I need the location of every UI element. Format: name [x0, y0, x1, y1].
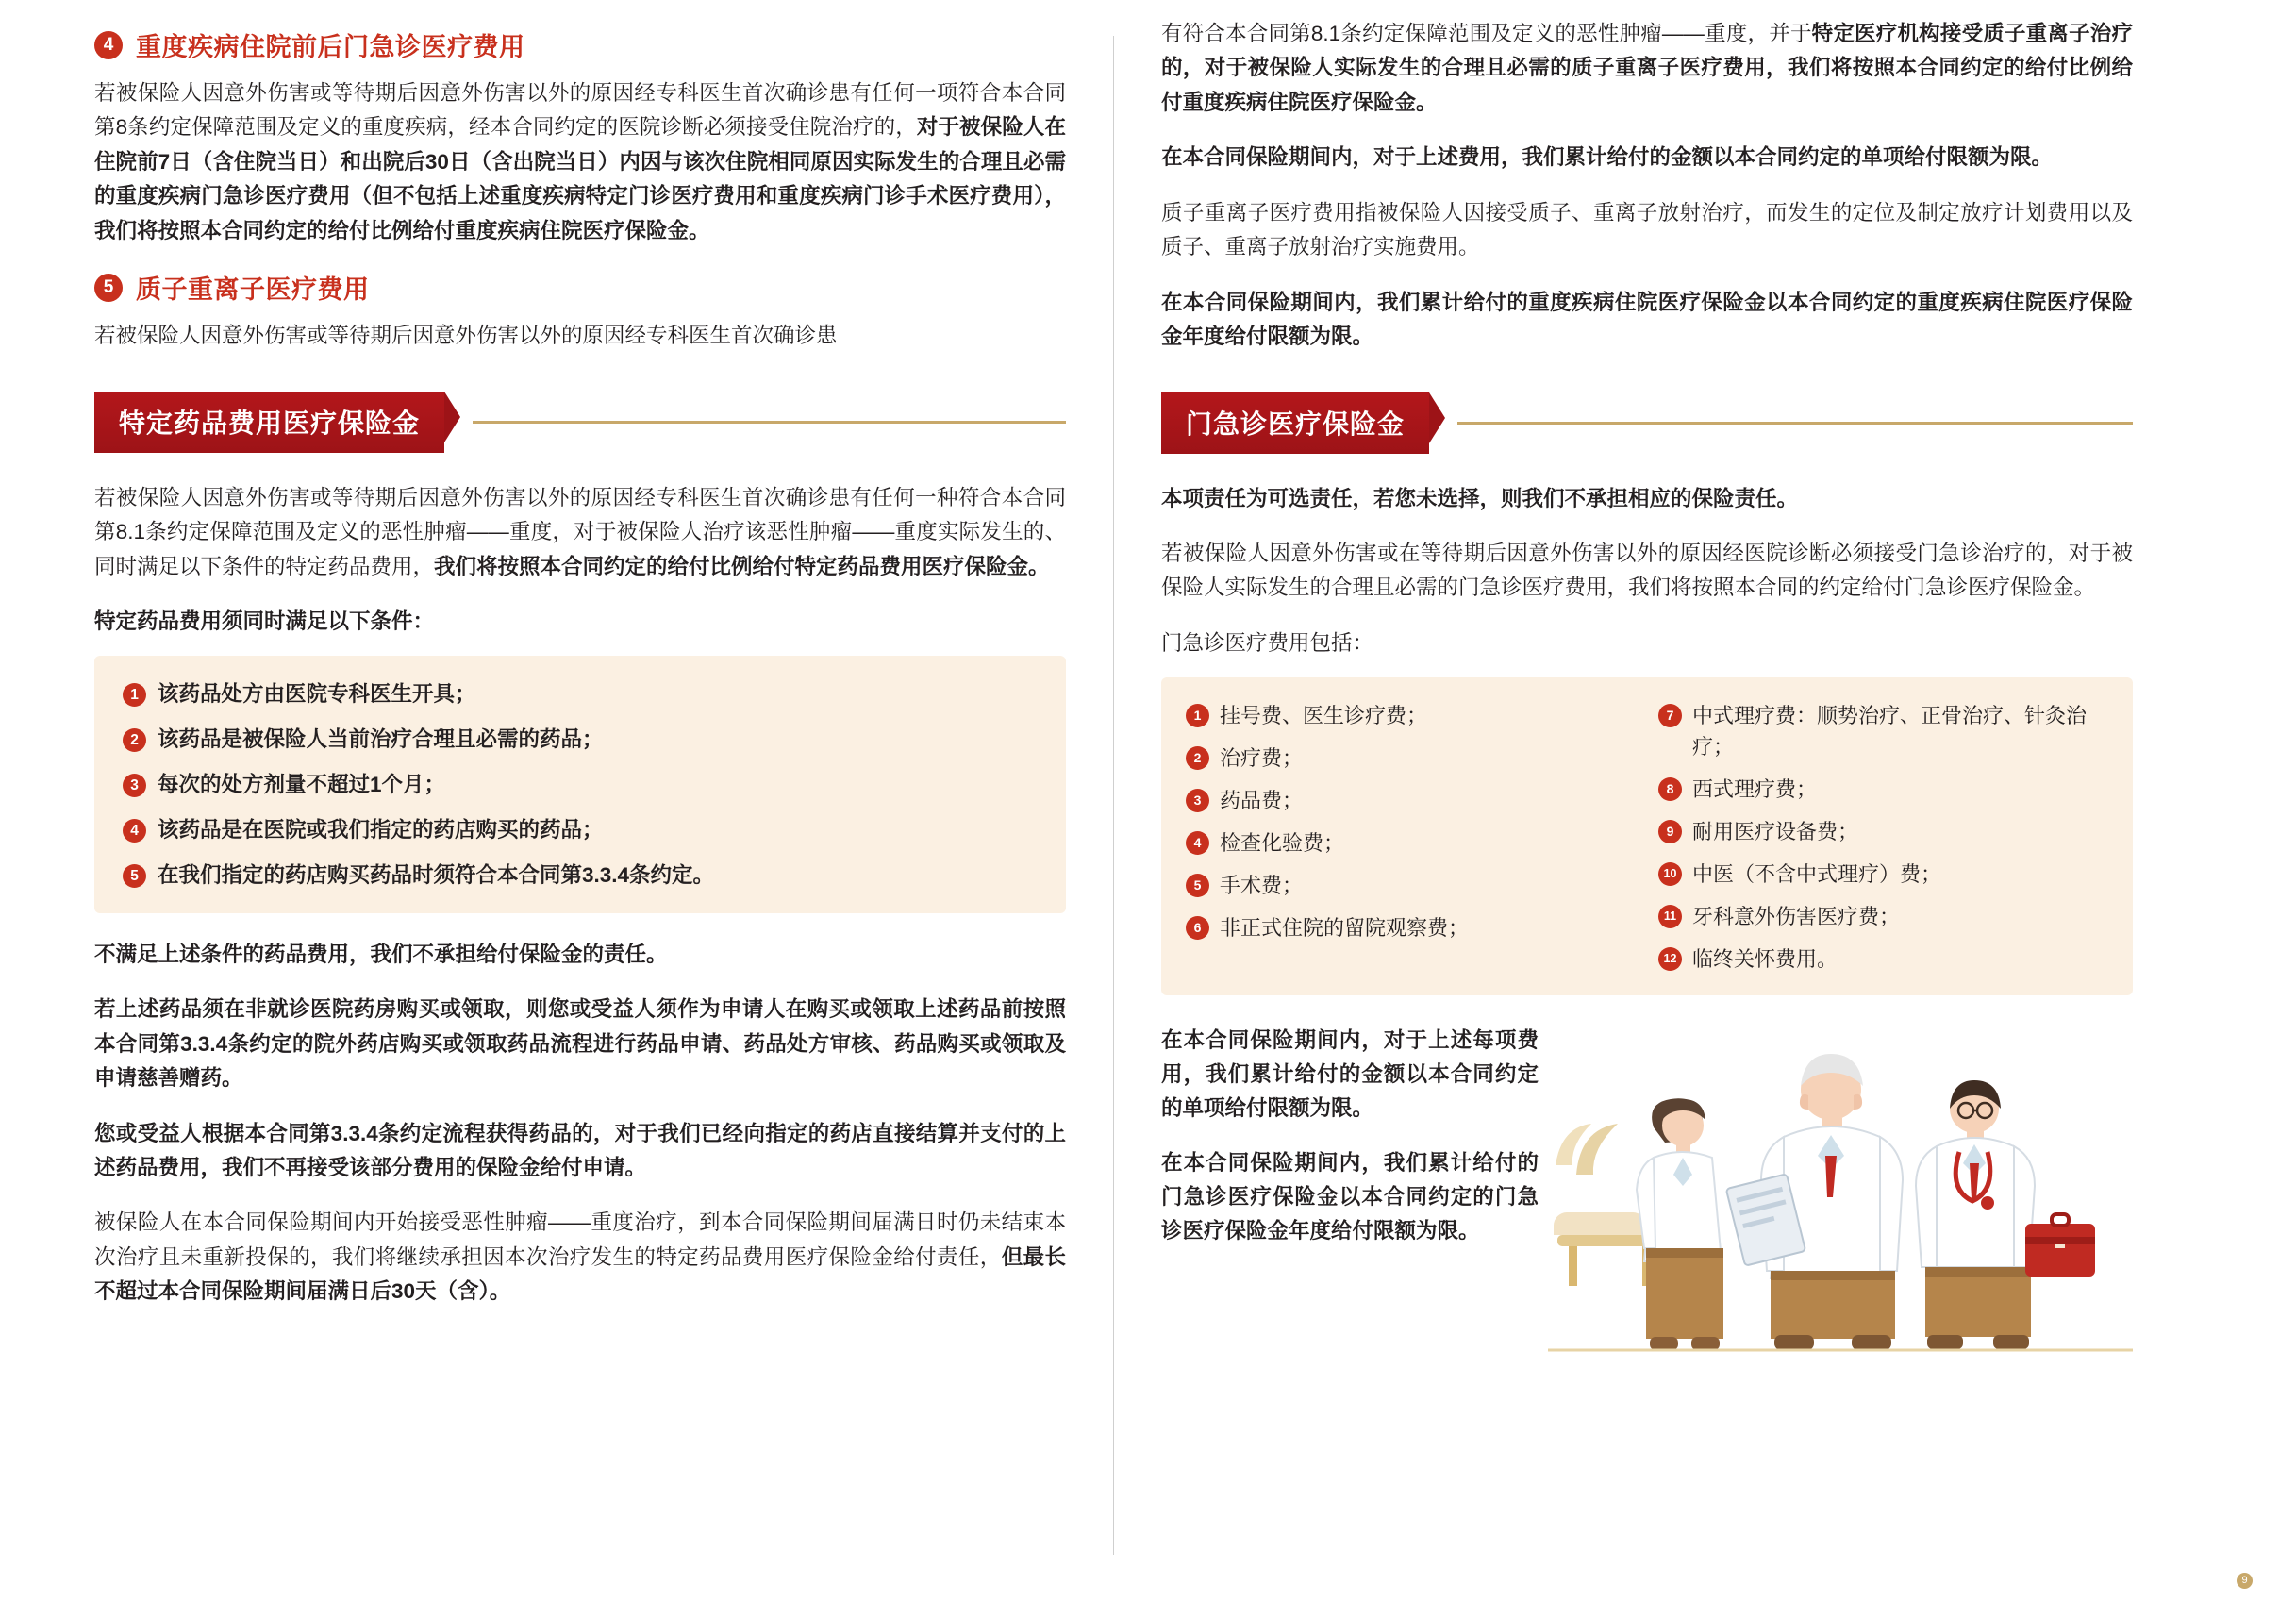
optional-liability-note: 本项责任为可选责任，若您未选择，则我们不承担相应的保险责任。: [1161, 486, 1799, 510]
proton-para-3: 质子重离子医疗费用指被保险人因接受质子、重离子放射治疗，而发生的定位及制定放疗计划费用以及质子、重离子放射治疗实施费用。: [1161, 200, 2133, 259]
list-item: [123, 814, 1038, 847]
list-item: [1186, 827, 1636, 859]
specific-drug-para-3: 您或受益人根据本合同第3.3.4条约定流程获得药品的，对于我们已经向指定的药店直接结算并支付的上述药品费用，我们不再接受该部分费用的保险金给付申请。: [94, 1121, 1066, 1179]
circled-number-icon: 3: [1186, 789, 1209, 812]
section-title-label: 门急诊医疗保险金: [1161, 392, 1429, 454]
circled-number-icon: 1: [123, 683, 146, 707]
page-number: [2237, 1571, 2253, 1589]
section-title-outpatient: [1161, 392, 2133, 454]
list-item-label: 非正式住院的留院观察费；: [1220, 916, 1470, 941]
circled-number-icon: 11: [1658, 905, 1682, 928]
list-item: [1186, 912, 1636, 943]
list-item-label: 该药品是被保险人当前治疗合理且必需的药品；: [158, 727, 604, 752]
doctors-illustration-svg: [1548, 976, 2133, 1354]
section-title-rule: [1457, 422, 2133, 425]
outpatient-bottom-text: [1161, 1024, 1539, 1335]
specific-drug-para-1: 不满足上述条件的药品费用，我们不承担给付保险金的责任。: [94, 942, 668, 966]
section-title-rule: [473, 421, 1066, 424]
specific-drug-intro-plain: 若被保险人因意外伤害或等待期后因意外伤害以外的原因经专科医生首次确诊患有任何一种符合本合同第8.1条约定保障范围及定义的恶性肿瘤——重度，对于被保险人治疗该恶性肿瘤——重度实际发生的、同时满足以下条件的特定药品费用，: [94, 485, 1066, 578]
list-item-label: 在我们指定的药店购买药品时须符合本合同第3.3.4条约定。: [158, 862, 715, 887]
list-item-label: 中式理疗费：顺势治疗、正骨治疗、针灸治疗；: [1692, 704, 2088, 759]
list-item: [1186, 743, 1636, 774]
specific-drug-para-4-plain: 被保险人在本合同保险期间内开始接受恶性肿瘤——重度治疗，到本合同保险期间届满日时仍未结束本次治疗且未重新投保的，我们将继续承担因本次治疗发生的特定药品费用医疗保险金给付责任，: [94, 1210, 1066, 1269]
circled-number-icon: 4: [1186, 831, 1209, 855]
list-item: [123, 678, 1038, 711]
fee-list-right: [1658, 700, 2108, 975]
list-item: [1658, 774, 2108, 805]
right-column: [1114, 17, 2133, 1564]
list-item-label: 手术费；: [1220, 874, 1304, 898]
heading-item-4: [94, 26, 1066, 63]
outpatient-bottom-para-1: 在本合同保险期间内，对于上述每项费用，我们累计给付的金额以本合同约定的单项给付限额为限。: [1161, 1028, 1539, 1121]
circled-number-icon: 5: [1186, 874, 1209, 897]
outpatient-bottom-area: [1161, 1024, 2133, 1335]
circled-number-icon: 10: [1658, 862, 1682, 886]
proton-para-4: 在本合同保险期间内，我们累计给付的重度疾病住院医疗保险金以本合同约定的重度疾病住院医疗保险金年度给付限额为限。: [1161, 290, 2133, 349]
proton-para-1-plain: 有符合本合同第8.1条约定保障范围及定义的恶性肿瘤——重度，并于: [1161, 22, 1812, 45]
circled-number-icon: 7: [1658, 704, 1682, 727]
list-item: [1186, 785, 1636, 816]
fee-column-left: [1186, 700, 1636, 975]
specific-drug-para-2: 若上述药品须在非就诊医院药房购买或领取，则您或受益人须作为申请人在购买或领取上述药品前按照本合同第3.3.4条约定的院外药店购买或领取药品流程进行药品申请、药品处方审核、药品购买或领取及申请慈善赠药。: [94, 997, 1066, 1091]
conditions-title: 特定药品费用须同时满足以下条件：: [94, 609, 435, 633]
proton-para-1-bold: 特定医疗机构接受质子重离子治疗的，对于被保险人实际发生的合理且必需的质子重离子医疗费用，我们将按照本合同约定的给付比例给付重度疾病住院医疗保险金。: [1161, 22, 2133, 114]
list-item: [1658, 816, 2108, 847]
list-item-label: 药品费；: [1220, 789, 1304, 813]
list-item: [123, 769, 1038, 802]
list-item: [1658, 943, 2108, 975]
doctors-illustration: [1548, 1024, 2133, 1335]
list-item-label: 牙科意外伤害医疗费；: [1692, 905, 1901, 929]
circled-number-icon: 4: [94, 31, 123, 59]
list-item-label: 该药品处方由医院专科医生开具；: [158, 682, 476, 707]
list-item: [123, 724, 1038, 757]
circled-number-icon: 5: [123, 864, 146, 888]
circled-number-icon: 1: [1186, 704, 1209, 727]
specific-drug-intro-bold: 我们将按照本合同约定的给付比例给付特定药品费用医疗保险金。: [434, 554, 1050, 578]
item-4-body: [94, 76, 1066, 248]
list-item: [1658, 700, 2108, 762]
conditions-list: [123, 678, 1038, 892]
outpatient-para-1: 若被保险人因意外伤害或在等待期后因意外伤害以外的原因经医院诊断必须接受门急诊治疗的，对于被保险人实际发生的合理且必需的门急诊医疗费用，我们将按照本合同的约定给付门急诊医疗保险金。: [1161, 541, 2133, 600]
circled-number-icon: 2: [123, 728, 146, 752]
section-title-specific-drug: [94, 392, 1066, 453]
circled-number-icon: 3: [123, 774, 146, 797]
list-item-label: 耐用医疗设备费；: [1692, 820, 1859, 844]
fee-list-left: [1186, 700, 1636, 943]
specific-drug-intro: [94, 481, 1066, 584]
list-item-label: 临终关怀费用。: [1692, 947, 1838, 972]
item-5-body: 若被保险人因意外伤害或等待期后因意外伤害以外的原因经专科医生首次确诊患: [94, 324, 838, 348]
heading-item-5: [94, 269, 1066, 306]
list-item: [123, 859, 1038, 893]
circled-number-icon: 5: [94, 274, 123, 302]
left-column: [94, 17, 1113, 1564]
circled-number-icon: 2: [1186, 746, 1209, 770]
circled-number-icon: 4: [123, 819, 146, 843]
proton-para-1: [1161, 17, 2133, 120]
page-number-label: 9: [2237, 1573, 2253, 1589]
circled-number-icon: 6: [1186, 916, 1209, 940]
specific-drug-para-4-bold: 但最长不超过本合同保险期间届满日后30天（含）。: [94, 1244, 1066, 1304]
outpatient-bottom-para-2: 在本合同保险期间内，我们累计给付的门急诊医疗保险金以本合同约定的门急诊医疗保险金年度给付限额为限。: [1161, 1151, 1539, 1243]
outpatient-list-title: 门急诊医疗费用包括：: [1161, 630, 1374, 655]
conditions-box: [94, 656, 1066, 912]
list-item: [1186, 700, 1636, 731]
outpatient-fee-box: [1161, 677, 2133, 995]
circled-number-icon: 12: [1658, 947, 1682, 971]
list-item-label: 该药品是在医院或我们指定的药店购买的药品；: [158, 818, 604, 842]
circled-number-icon: 8: [1658, 777, 1682, 801]
fee-column-right: [1658, 700, 2108, 975]
list-item-label: 挂号费、医生诊疗费；: [1220, 704, 1428, 728]
proton-para-2: 在本合同保险期间内，对于上述费用，我们累计给付的金额以本合同约定的单项给付限额为限。: [1161, 145, 2054, 170]
section-title-label: 特定药品费用医疗保险金: [94, 392, 444, 453]
circled-number-icon: 9: [1658, 820, 1682, 843]
heading-item-5-label: 质子重离子医疗费用: [136, 275, 370, 305]
list-item-label: 治疗费；: [1220, 746, 1304, 771]
list-item: [1658, 859, 2108, 890]
item-4-body-bold: 对于被保险人在住院前7日（含住院当日）和出院后30日（含出院当日）内因与该次住院相同原因实际发生的合理且必需的重度疾病门急诊医疗费用（但不包括上述重度疾病特定门诊医疗费用和重度疾病门诊手术医疗费用），我们将按照本合同约定的给付比例给付重度疾病住院医疗保险金。: [94, 115, 1066, 242]
specific-drug-para-4: [94, 1206, 1066, 1309]
list-item: [1186, 870, 1636, 901]
list-item-label: 西式理疗费；: [1692, 777, 1818, 802]
list-item: [1658, 901, 2108, 932]
list-item-label: 检查化验费；: [1220, 831, 1345, 856]
item-4-body-plain: 若被保险人因意外伤害或等待期后因意外伤害以外的原因经专科医生首次确诊患有任何一项符合本合同第8条约定保障范围及定义的重度疾病，经本合同约定的医院诊断必须接受住院治疗的，: [94, 81, 1066, 140]
list-item-label: 中医（不含中式理疗）费；: [1692, 862, 1942, 887]
heading-item-4-label: 重度疾病住院前后门急诊医疗费用: [136, 33, 525, 61]
list-item-label: 每次的处方剂量不超过1个月；: [158, 773, 446, 797]
